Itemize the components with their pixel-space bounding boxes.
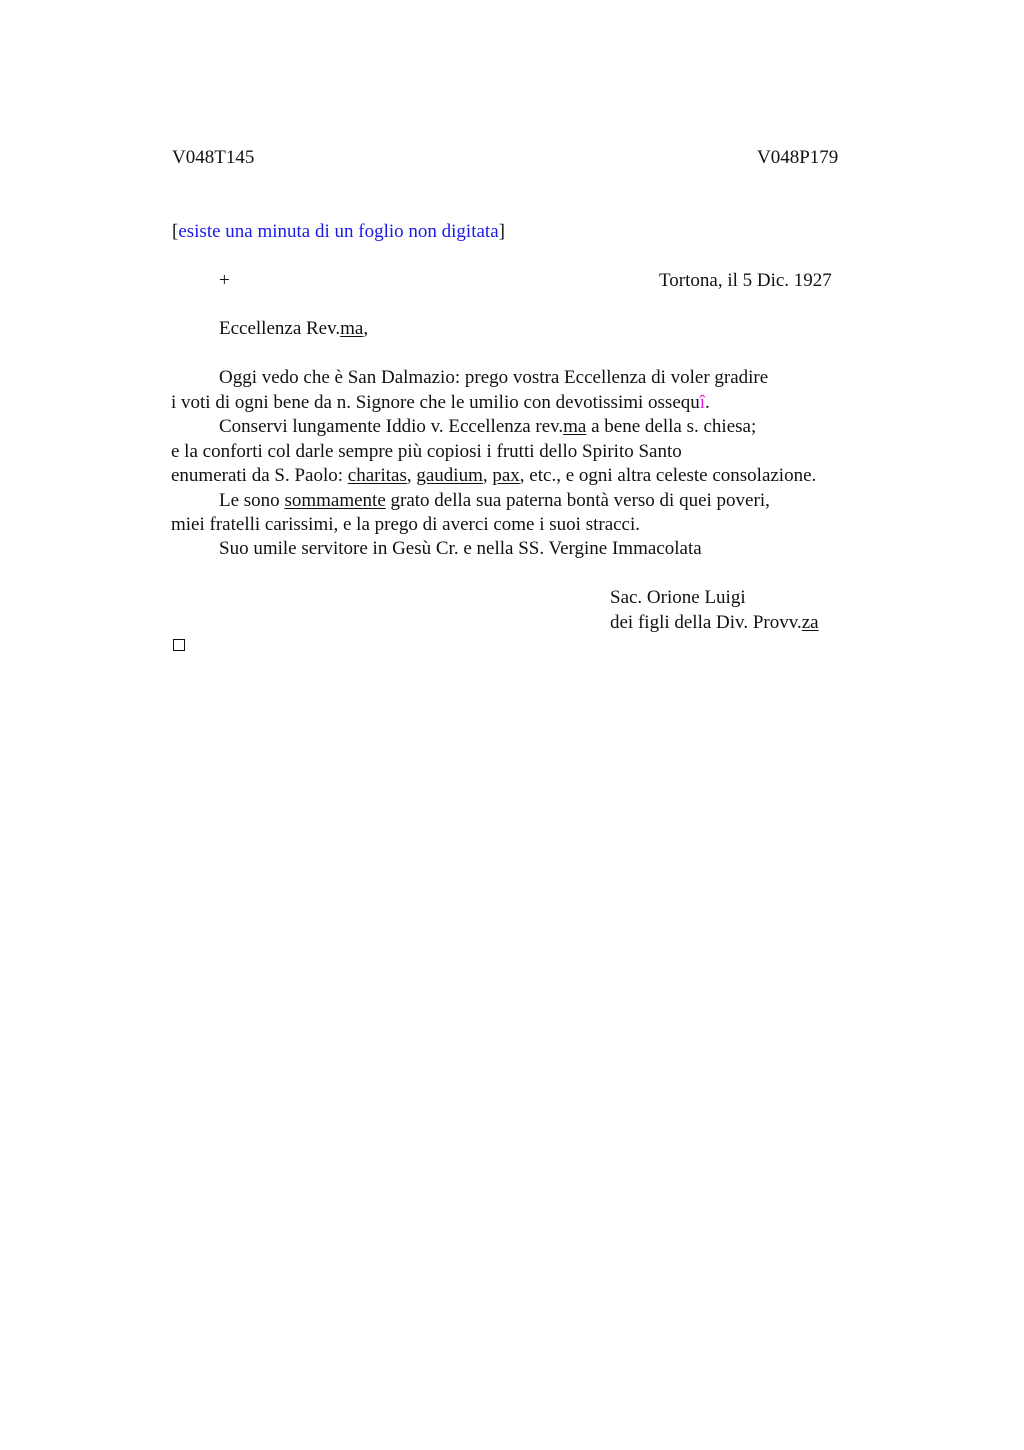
place-date: Tortona, il 5 Dic. 1927 <box>659 270 832 291</box>
signature-congregation: dei figli della Div. Provv.za <box>610 612 819 633</box>
abbrev-za: za <box>801 612 819 633</box>
end-box-icon <box>173 639 185 651</box>
word-charitas: charitas <box>347 465 407 486</box>
editorial-note <box>172 220 505 244</box>
body-line-4: e la conforti col darle sempre più copiosi i frutti dello Spirito Santo <box>171 441 682 462</box>
document-code-right: V048P179 <box>757 147 839 168</box>
body-line-7: miei fratelli carissimi, e la prego di averci come i suoi stracci. <box>171 514 641 535</box>
note-text: esiste una minuta di un foglio non digitata <box>178 221 499 242</box>
signature-name: Sac. Orione Luigi <box>610 587 746 608</box>
body-line-3: Conservi lungamente Iddio v. Eccellenza rev.ma a bene della s. chiesa; <box>219 416 757 437</box>
word-gaudium: gaudium <box>416 465 483 486</box>
word-pax: pax <box>492 465 520 486</box>
salutation-abbrev: ma <box>340 318 364 339</box>
body-line-2: i voti di ogni bene da n. Signore che le umilio con devotissimi ossequî. <box>171 392 710 413</box>
word-sommamente: sommamente <box>284 490 386 511</box>
abbrev-ma: ma <box>563 416 587 437</box>
body-line-1: Oggi vedo che è San Dalmazio: prego vostra Eccellenza di voler gradire <box>219 367 769 388</box>
body-line-5: enumerati da S. Paolo: charitas, gaudium, pax, etc., e ogni altra celeste consolazione. <box>171 465 817 486</box>
note-open-bracket: [ <box>172 221 179 242</box>
note-close-bracket: ] <box>498 221 505 242</box>
marked-character: î <box>699 392 706 413</box>
body-line-6: Le sono sommamente grato della sua paterna bontà verso di quei poveri, <box>219 490 770 511</box>
salutation: Eccellenza Rev.ma, <box>219 318 369 339</box>
document-code-left: V048T145 <box>172 147 255 168</box>
cross-mark: + <box>219 270 230 291</box>
body-line-8: Suo umile servitore in Gesù Cr. e nella SS. Vergine Immacolata <box>219 538 702 559</box>
